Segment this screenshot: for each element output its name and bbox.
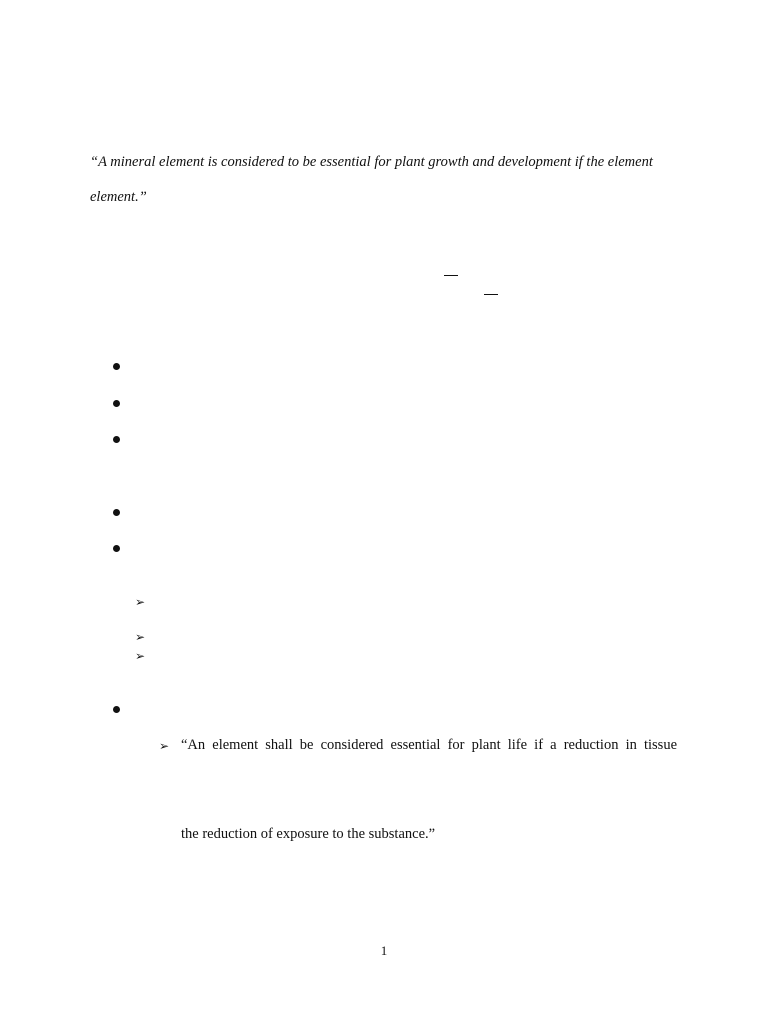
bullet-dot-icon [113,706,120,713]
bullet-dot-icon [113,436,120,443]
bullet-dot-icon [113,400,120,407]
sub-quote-line-2: the reduction of exposure to the substance.” [181,826,436,842]
dash-mark-1 [444,275,458,276]
dash-mark-2 [484,294,498,295]
arrowhead-bullet-icon: ➢ [135,649,146,663]
arrowhead-bullet-icon: ➢ [159,739,170,753]
quote-line-1: “A mineral element is considered to be essential for plant growth and development if the element [90,154,653,170]
quote-line-2: element.” [90,189,147,205]
arrowhead-bullet-icon: ➢ [135,630,146,644]
bullet-dot-icon [113,363,120,370]
bullet-dot-icon [113,545,120,552]
bullet-dot-icon [113,509,120,516]
arrowhead-bullet-icon: ➢ [135,595,146,609]
page-number: 1 [380,943,388,958]
sub-quote-line-1: “An element shall be considered essential for plant life if a reduction in tissue [181,737,677,753]
